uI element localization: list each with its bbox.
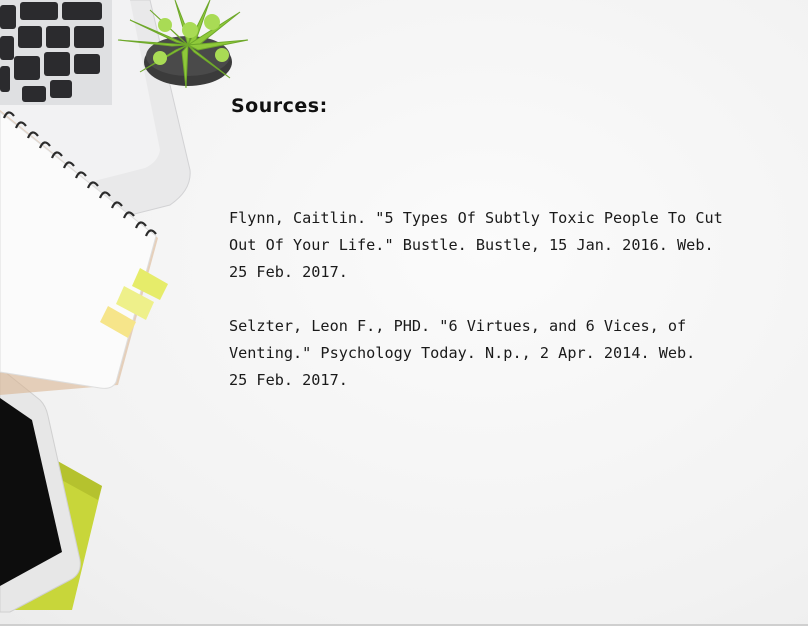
citation-selzter — [229, 313, 799, 394]
citation-line: 25 Feb. 2017. — [229, 263, 348, 281]
citation-flynn — [229, 205, 799, 286]
desk-decoration — [0, 0, 260, 626]
citation-line: Out Of Your Life." Bustle. Bustle, 15 Jan. 2016. Web. — [229, 236, 714, 254]
citation-line: Selzter, Leon F., PHD. "6 Virtues, and 6 Vices, of — [229, 317, 687, 335]
citation-line: 25 Feb. 2017. — [229, 371, 348, 389]
page-title: Sources: — [231, 95, 328, 117]
citation-line: Venting." Psychology Today. N.p., 2 Apr. 2014. Web. — [229, 344, 696, 362]
citation-line: Flynn, Caitlin. "5 Types Of Subtly Toxic People To Cut — [229, 209, 723, 227]
